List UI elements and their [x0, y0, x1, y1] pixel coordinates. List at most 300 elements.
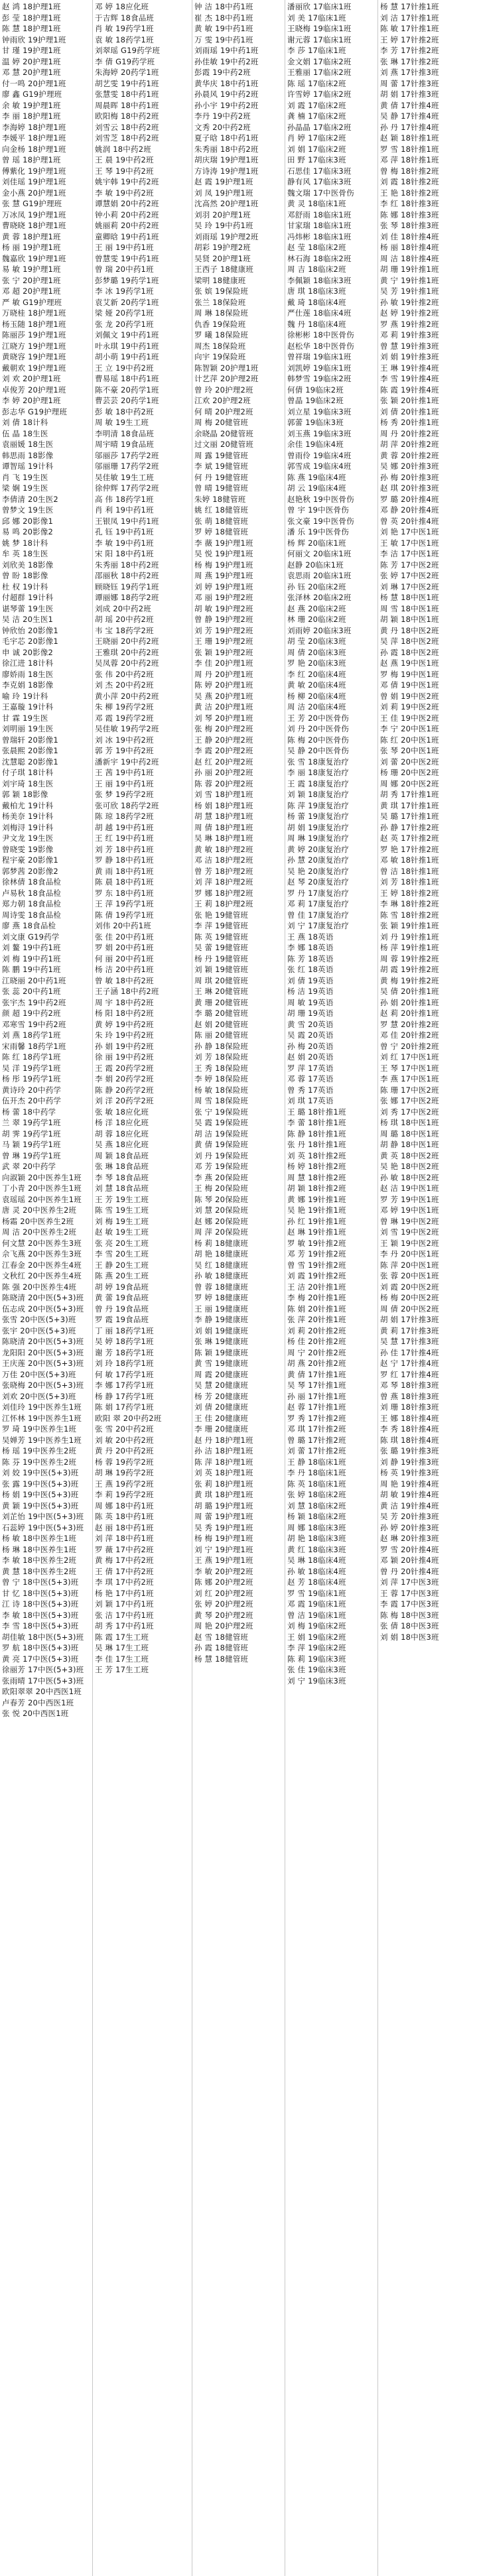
roster-entry: 胡 霁 19药学1班 [2, 1129, 61, 1138]
roster-entry: 周 璐 18中医1班 [380, 1129, 439, 1138]
roster-entry: 王嘉璇 19计科 [2, 702, 54, 711]
roster-entry: 杨 蓉 19药学2班 [95, 1457, 154, 1467]
roster-entry: 张 宁 20护理1班 [2, 275, 61, 285]
roster-entry: 刘立星 19临床3班 [287, 406, 352, 416]
roster-entry: 韦 宝 18药学2班 [95, 625, 154, 635]
roster-entry: 王 燕 19护理1班 [194, 1556, 253, 1565]
roster-entry: 陈晓清 20中医(5+3)班 [2, 1293, 84, 1302]
roster-entry: 黄 莉 17针推3班 [380, 1325, 439, 1335]
roster-entry: 张 璐 19针推3班 [380, 1446, 439, 1455]
roster-entry: 卢春芳 20中西医1班 [2, 1697, 74, 1707]
roster-entry: 杨 慧 18中医1班 [380, 593, 439, 602]
roster-entry: 李 梅 20针推1班 [287, 1293, 346, 1302]
roster-entry: 孙 红 19针推1班 [287, 1216, 346, 1226]
roster-entry: 黄 敏 19中药1班 [194, 24, 253, 33]
roster-entry: 刘梅浔 19计科 [2, 822, 54, 832]
roster-entry: 邓 佳 20针推2班 [380, 1030, 439, 1040]
roster-entry: 王 秀 18保险班 [194, 1063, 249, 1073]
roster-entry: 张 梅 20护理2班 [194, 724, 253, 733]
roster-entry: 郭梦茜 20影像2 [2, 866, 58, 876]
roster-entry: 张兰 18保险班 [194, 297, 246, 307]
roster-entry: 黄 雪 19健康班 [194, 1359, 249, 1368]
roster-entry: 叶永琪 19中药1班 [95, 341, 159, 351]
roster-entry: 刘 婷 19护理1班 [194, 582, 253, 591]
roster-entry: 张 婷 18临床2班 [287, 1490, 346, 1499]
roster-entry: 刘 洋 20药学2班 [95, 1096, 154, 1105]
roster-entry: 潘 乐 19中医骨伤 [287, 527, 349, 536]
roster-entry: 杜 权 19计科 [2, 582, 48, 591]
roster-entry: 赵 琳 20针推3班 [380, 1534, 439, 1543]
roster-entry: 胡 秀 17针推1班 [380, 790, 439, 799]
roster-entry: 陈智颖 20护理1班 [194, 363, 259, 373]
roster-entry: 赵 蓉 17针推1班 [287, 1402, 346, 1412]
roster-entry: 吴 静 17针推4班 [380, 111, 439, 121]
roster-entry: 孙 霞 18中医2班 [380, 647, 439, 657]
roster-entry: 李 琪 17中药2班 [95, 1577, 154, 1587]
roster-entry: 孙 洁 18护理1班 [194, 1446, 253, 1455]
roster-entry: 曾雨伶 19临床4班 [287, 450, 352, 460]
roster-entry: 吴凤蓉 20中药2班 [95, 658, 159, 668]
roster-entry: 袁瑶瑶 20中医养生1班 [2, 1194, 82, 1204]
roster-entry: 胡 艳 18健康班 [194, 1249, 249, 1258]
roster-entry: 周 蕾 19护理1班 [194, 1512, 253, 1521]
roster-entry: 张 雪 18康复治疗 [287, 757, 349, 767]
roster-entry: 吴 燕 18应化班 [95, 1140, 149, 1149]
roster-entry: 胡 娟 19康复治疗 [287, 822, 349, 832]
roster-entry: 李 娜 17药学1班 [95, 1380, 154, 1390]
roster-entry: 刘 芳 18保险班 [194, 1052, 249, 1062]
roster-entry: 戴 琦 18临床4班 [287, 297, 346, 307]
roster-entry: 孙 丽 20护理2班 [194, 768, 253, 777]
roster-entry: 黄 亮 17中医(5+3)班 [2, 1654, 79, 1664]
roster-entry: 陈 丽 20健管班 [194, 1030, 249, 1040]
roster-entry: 罗 东 18中药1班 [95, 888, 154, 898]
roster-entry: 邓 婷 19中医1班 [380, 1205, 439, 1215]
roster-entry: 李 雪 18中医(5+3)班 [2, 1621, 79, 1630]
roster-entry: 刘 英 18针推2班 [287, 1150, 346, 1160]
roster-entry: 杨 丹 19健管班 [194, 953, 249, 963]
roster-entry: 万晓桂 18护理1班 [2, 308, 66, 318]
roster-entry: 张 敏 18应化班 [95, 1107, 149, 1117]
roster-entry: 万 雯 19中药1班 [194, 34, 253, 44]
roster-entry: 潘新宇 19中药2班 [95, 757, 159, 767]
roster-entry: 刘 慧 18食品班 [95, 1184, 149, 1193]
roster-entry: 曾 盼 18影像 [2, 571, 48, 580]
roster-entry: 李 燕 20保险班 [194, 1172, 249, 1182]
roster-entry: 李 萍 19健管班 [194, 921, 249, 930]
roster-entry: 吴 娜 20针推3班 [380, 461, 439, 471]
roster-entry: 戴柏尤 19计科 [2, 800, 54, 810]
roster-entry: 赵 雪 18健管班 [194, 1632, 249, 1642]
roster-entry: 徐林倩 18食品检 [2, 877, 62, 887]
roster-entry: 姚丽莉 20中药2班 [95, 221, 159, 230]
roster-entry: 梁 娅 20药学1班 [95, 308, 154, 318]
roster-entry: 向宇 19保险班 [194, 352, 246, 361]
roster-entry: 陈 婷 20护理1班 [194, 680, 253, 690]
roster-entry: 李 敏 19中药1班 [95, 538, 154, 548]
roster-entry: 金小燕 20护理1班 [2, 188, 66, 198]
roster-entry: 吴 萍 18中医2班 [380, 637, 439, 646]
roster-entry: 李 敏 20护理2班 [194, 1566, 253, 1576]
roster-entry: 李倩清 20生医2 [2, 494, 58, 504]
roster-entry: 颜 超 19中药2班 [2, 1009, 61, 1018]
roster-entry: 吴 红 18健康班 [194, 1260, 249, 1270]
roster-entry: 吴 慧 17针推3班 [380, 1337, 439, 1346]
roster-entry: 王 霞 20药学2班 [95, 1063, 154, 1073]
roster-entry: 杨霜 20中医养生2班 [2, 1216, 74, 1226]
roster-entry: 周 慧 18针推2班 [287, 1172, 346, 1182]
roster-entry: 杨 敏 18保险班 [194, 1085, 249, 1095]
roster-entry: 李 佳 17生工班 [95, 1654, 149, 1664]
roster-entry: 严仕莲 18临床4班 [287, 308, 352, 318]
roster-entry: 黄 英 18中医2班 [380, 1150, 439, 1160]
roster-entry: 付超群 19计科 [2, 593, 54, 602]
roster-entry: 陈 雪 19生工班 [95, 1205, 149, 1215]
roster-entry: 张文豪 19中医骨伤 [287, 516, 354, 526]
roster-entry: 邵丽秋 18中药2班 [95, 571, 159, 580]
roster-entry: 罗 娟 20中药1班 [95, 943, 154, 952]
roster-entry: 吴 洋 19药学1班 [2, 1063, 61, 1073]
roster-entry: 张泽林 20临床2班 [287, 593, 352, 602]
roster-column-2 [93, 0, 192, 2576]
roster-entry: 吴 悦 19护理1班 [194, 549, 253, 558]
roster-entry: 吴 琳 17生工班 [95, 1643, 149, 1652]
roster-entry: 陈 娟 17药学1班 [95, 1402, 154, 1412]
roster-entry: 吴 璐 17针推1班 [380, 812, 439, 821]
roster-entry: 吴佳敏 19药学2班 [95, 724, 159, 733]
roster-entry: 李丹 19中药2班 [194, 111, 251, 121]
roster-entry: 王 茜 19中药1班 [95, 768, 154, 777]
roster-entry: 周 洁 20临床4班 [287, 702, 346, 711]
roster-entry: 张 萌 18健管班 [194, 516, 249, 526]
roster-entry: 刘 鳌 19中药1班 [2, 943, 61, 952]
roster-entry: 孙 敏 18中医2班 [380, 1172, 439, 1182]
roster-entry: 曾 丹 20针推4班 [380, 1566, 439, 1576]
roster-entry: 文秋红 20中医养生4班 [2, 1271, 82, 1280]
roster-entry: 周宇晴 19食品班 [95, 440, 155, 449]
roster-entry: 张 佳 20中药1班 [95, 932, 154, 942]
roster-entry: 张可欣 18药学2班 [95, 800, 159, 810]
roster-entry: 吴 洁 20生医1 [2, 615, 54, 624]
roster-entry: 吴 艳 19针推1班 [287, 1205, 346, 1215]
roster-entry: 张慧雯 18中药1班 [95, 90, 159, 99]
roster-entry: 李 琳 18针推2班 [380, 899, 439, 908]
roster-entry: 杨 丽 19护理1班 [2, 243, 61, 252]
roster-entry: 刘 凤 19护理1班 [194, 188, 253, 198]
roster-entry: 刘 蕾 17针推2班 [287, 1446, 346, 1455]
roster-entry: 徐彬彬 18中医骨伤 [287, 330, 354, 339]
roster-entry: 孙 丽 17针推1班 [287, 1391, 346, 1401]
roster-entry: 罗 慧 20针推2班 [380, 1019, 439, 1029]
roster-entry: 李 丹 20中医1班 [380, 1249, 439, 1258]
roster-entry: 罗 婷 18健康班 [194, 1293, 249, 1302]
roster-entry: 李 娜 18英语 [287, 943, 334, 952]
roster-entry: 丁小青 20中医养生1班 [2, 1184, 82, 1193]
roster-entry: 杨 芳 20健康班 [194, 1391, 249, 1401]
roster-entry: 黄华庆 18中药1班 [194, 78, 259, 88]
roster-entry: 陈 燕 19临床4班 [287, 472, 346, 482]
roster-entry: 孙晶晶 17临床2班 [287, 122, 352, 132]
roster-entry: 吴 慧 20健康班 [194, 1380, 249, 1390]
roster-entry: 邓舒雨 18临床1班 [287, 210, 352, 219]
roster-entry: 周 娜 20中医2班 [380, 778, 439, 788]
roster-entry: 张 梦 19药学2班 [95, 790, 154, 799]
roster-entry: 李 珊 20健康班 [194, 1424, 249, 1434]
roster-entry: 邓 丽 19护理2班 [194, 593, 253, 602]
roster-entry: 廖 燕 18食品检 [2, 921, 56, 930]
roster-entry: 周 蕾 17针推3班 [380, 78, 439, 88]
roster-entry: 李 燕 17中医1班 [380, 1074, 439, 1083]
roster-entry: 孙 梅 20英语 [287, 1041, 334, 1051]
roster-entry: 陈 红 18药学1班 [2, 1052, 61, 1062]
roster-entry: 周诗雯 18食品检 [2, 910, 62, 920]
roster-entry: 温 婷 20护理1班 [2, 56, 61, 66]
roster-entry: 周 雪 18保险班 [194, 1096, 249, 1105]
roster-entry: 刘 娟 19针推3班 [380, 352, 439, 361]
roster-entry: 胡 颖 18针推2班 [287, 1184, 346, 1193]
roster-entry: 何文慧 20中医养生3班 [2, 1238, 82, 1248]
roster-entry: 赵 燕 19中医1班 [380, 658, 439, 668]
roster-entry: 罗 艳 20临床3班 [287, 658, 346, 668]
roster-entry: 吴 静 20中医骨伤 [287, 746, 349, 755]
roster-entry: 刘 雪 18护理1班 [194, 790, 253, 799]
roster-entry: 王 佳 19中医2班 [380, 713, 439, 723]
roster-entry: 李 丹 18临床1班 [287, 1468, 346, 1477]
roster-entry: 陈 萍 20中医1班 [380, 1260, 439, 1270]
roster-entry: 周 颖 18食品班 [95, 1150, 149, 1160]
roster-entry: 王庆莲 20中医(5+3)班 [2, 1359, 84, 1368]
roster-entry: 夏子晗 18中药1班 [194, 133, 259, 143]
roster-entry: 张 琳 17针推2班 [380, 56, 439, 66]
roster-entry: 曾 瑞 20中药1班 [95, 265, 154, 274]
roster-entry: 胡小萌 19中药1班 [95, 352, 159, 361]
roster-entry: 刘 倩 18计科 [2, 418, 48, 427]
roster-entry: 刘明丽 19生医 [2, 724, 54, 733]
roster-entry: 李克娟 18影像 [2, 680, 54, 690]
roster-entry: 黄 珊 20健管班 [194, 997, 249, 1007]
roster-entry: 伍开杰 20中药学 [2, 1096, 62, 1105]
roster-entry: 田 野 17临床3班 [287, 155, 346, 164]
roster-entry: 周 倩 20临床3班 [287, 647, 346, 657]
roster-entry: 胡 云 19临床4班 [287, 483, 346, 493]
roster-entry: 江晓方 19护理1班 [2, 341, 66, 351]
roster-entry: 黄 颖 19中医(5+3)班 [2, 1501, 79, 1510]
roster-entry: 张 婷 20护理2班 [194, 1599, 253, 1609]
roster-entry: 黄 敏 20临床4班 [287, 680, 346, 690]
roster-entry: 吴 琳 18护理1班 [194, 833, 253, 843]
roster-entry: 谭智瑶 19计科 [2, 461, 54, 471]
roster-entry: 赵 霞 19护理1班 [194, 177, 253, 186]
roster-entry: 杨玉随 18护理1班 [2, 319, 66, 329]
roster-entry: 王 静 18临床1班 [287, 1457, 346, 1467]
roster-entry: 曾 宁 18中医(5+3)班 [2, 1577, 79, 1587]
roster-entry: 李 秀 18针推4班 [380, 1424, 439, 1434]
roster-entry: 郭 芳 19中药2班 [95, 746, 154, 755]
roster-entry: 韩梦雪 19临床2班 [287, 374, 352, 383]
roster-entry: 黄 倩 19保险班 [194, 1140, 249, 1149]
roster-entry: 过文丽 20健管班 [194, 440, 254, 449]
roster-entry: 万佳 20中医(5+3)班 [2, 1369, 76, 1379]
roster-entry: 刘 冰 19中药2班 [95, 735, 154, 745]
roster-entry: 罗 秀 17针推2班 [287, 1413, 346, 1423]
roster-entry: 罗 雪 20针推4班 [380, 1544, 439, 1554]
roster-entry: 吴 琴 17针推1班 [287, 1380, 346, 1390]
roster-entry: 刘佳玲 19中医养生1班 [2, 1402, 82, 1412]
roster-entry: 胡 燕 20针推2班 [287, 1359, 346, 1368]
roster-entry: 吴 蕾 19健管班 [194, 943, 249, 952]
roster-entry: 王 珊 19护理2班 [194, 637, 253, 646]
roster-entry: 刘 雪 19中医2班 [380, 1227, 439, 1237]
roster-entry: 孙小宇 19中药2班 [194, 100, 259, 110]
roster-entry: 王 立 19中药2班 [95, 363, 154, 373]
roster-entry: 刘欢 20中医(5+3)班 [2, 1391, 76, 1401]
roster-entry: 张 颖 20针推1班 [380, 396, 439, 405]
roster-entry: 陈 霞 19针推4班 [380, 385, 439, 395]
roster-entry: 刘伟 20中药1班 [95, 921, 151, 930]
roster-entry: 袁 敏 18药学1班 [95, 34, 154, 44]
roster-entry: 王晓丽 20中药2班 [95, 637, 159, 646]
roster-entry: 李媛平 18护理1班 [2, 133, 66, 143]
roster-entry: 曾 慧 19针推3班 [380, 341, 439, 351]
roster-entry: 刘 珊 18针推3班 [380, 1402, 439, 1412]
roster-entry: 张 颖 19护理2班 [194, 647, 253, 657]
roster-entry: 陈 慧 18护理1班 [2, 24, 61, 33]
roster-entry: 陈 英 19健管班 [194, 932, 249, 942]
roster-entry: 李 薇 19护理1班 [194, 538, 253, 548]
roster-entry: 陈 倩 19药学1班 [95, 910, 154, 920]
roster-entry: 杨 萍 19针推1班 [380, 943, 439, 952]
roster-entry: 王 莉 18护理2班 [194, 899, 253, 908]
roster-entry: 李 雪 19针推4班 [380, 374, 439, 383]
roster-entry: 袁思雨 20临床1班 [287, 571, 352, 580]
roster-entry: 许雪婷 17临床2班 [287, 90, 352, 99]
roster-entry: 赵 英 17针推2班 [380, 833, 439, 843]
roster-entry: 孙 静 18保险班 [194, 1041, 249, 1051]
roster-entry: 金文娟 17临床2班 [287, 56, 352, 66]
roster-entry: 杨 辉 20临床1班 [287, 538, 346, 548]
roster-entry: 余佳 19临床4班 [287, 440, 344, 449]
roster-entry: 王 婷 17针推2班 [380, 34, 439, 44]
roster-entry: 张 倩 18中医3班 [380, 1621, 439, 1630]
roster-entry: 李 斌 19健管班 [194, 461, 249, 471]
roster-entry: 徐江进 18计科 [2, 658, 54, 668]
roster-entry: 杨 佳 20针推2班 [287, 1337, 346, 1346]
roster-entry: 吴 霞 20英语 [287, 1030, 334, 1040]
roster-column-1 [0, 0, 93, 2576]
roster-entry: 李 静 19健康班 [194, 1315, 249, 1324]
roster-entry: 张 娜 17中医2班 [380, 1096, 439, 1105]
roster-entry: 牟 英 18生医 [2, 549, 48, 558]
roster-entry: 孙 婷 20针推3班 [380, 1522, 439, 1532]
roster-entry: 赵 婷 19针推2班 [380, 308, 439, 318]
roster-entry: 陈 萍 19康复治疗 [287, 800, 349, 810]
roster-entry: 朱秀丽 18中药2班 [194, 144, 259, 154]
roster-entry: 罗 萍 17英语 [287, 1063, 334, 1073]
roster-entry: 邓 蓉 17英语 [287, 1074, 334, 1083]
roster-entry: 孙 娟 19中药2班 [95, 1041, 154, 1051]
roster-entry: 胡 霞 19针推2班 [380, 965, 439, 974]
roster-entry: 尹文龙 19生医 [2, 833, 54, 843]
roster-entry: 周 洁 20中医养生2班 [2, 1227, 77, 1237]
roster-entry: 郭蕾 19临床3班 [287, 418, 344, 427]
roster-entry: 陈 芬 19中医养生2班 [2, 1457, 77, 1467]
roster-entry: 朱秀丽 18中药2班 [95, 560, 159, 570]
roster-entry: 邱 娜 20影像1 [2, 516, 54, 526]
roster-entry: 曾晓雯 19影像 [2, 844, 54, 854]
roster-entry: 罗 艳 17针推2班 [380, 844, 439, 854]
roster-entry: 王 静 20护理2班 [194, 735, 253, 745]
roster-entry: 李 洁 17中医1班 [380, 549, 439, 558]
roster-entry: 周 娜 18中药1班 [95, 1501, 154, 1510]
roster-entry: 计艺萍 20护理2班 [194, 374, 259, 383]
roster-entry: 向金杨 18护理1班 [2, 144, 66, 154]
roster-entry: 陈 颖 19健康班 [194, 1347, 249, 1357]
roster-entry: 陈 英 18中药1班 [95, 1512, 154, 1521]
roster-entry: 刘雨婷 20临床3班 [287, 625, 352, 635]
roster-entry: 王 敏 17中医1班 [380, 538, 439, 548]
roster-entry: 胡 敏 19针推4班 [380, 1490, 439, 1499]
roster-entry: 周杰 18保险班 [194, 341, 246, 351]
roster-entry: 江欢 20护理2班 [194, 396, 251, 405]
roster-entry: 王 娟 19临床2班 [287, 1632, 346, 1642]
roster-entry: 孙 静 17针推2班 [380, 822, 439, 832]
roster-entry: 唐 琪 18临床3班 [287, 286, 346, 296]
roster-entry: 刘 颖 19健管班 [194, 965, 249, 974]
roster-entry: 曾慧雯 19中药1班 [95, 253, 159, 263]
roster-entry: 于吉辉 18食品班 [95, 13, 155, 23]
roster-entry: 张 琴 20中医1班 [380, 746, 439, 755]
roster-entry: 曾 宇 19中医骨伤 [287, 505, 349, 515]
roster-entry: 周 霞 20健康班 [194, 1369, 249, 1379]
roster-entry: 潘丽欣 17临床1班 [287, 2, 352, 11]
roster-entry: 姚润 18中药2班 [95, 144, 151, 154]
roster-entry: 赵 娜 20保险班 [194, 1216, 249, 1226]
roster-entry: 赵松华 18中医骨伤 [287, 341, 354, 351]
roster-entry: 孙 敏 18临床4班 [287, 1566, 346, 1576]
roster-entry: 陈 萍 18护理1班 [194, 1457, 253, 1467]
roster-entry: 刘佳瑶 19护理1班 [2, 177, 66, 186]
roster-entry: 王 红 19中药1班 [95, 833, 154, 843]
roster-entry: 张 宁 19保险班 [194, 1107, 249, 1117]
roster-entry: 唐 灵 20中医养生2班 [2, 1205, 77, 1215]
roster-entry: 罗 琦 19中医养生1班 [2, 1424, 77, 1434]
roster-entry: 王 琳 20健管班 [194, 987, 249, 996]
roster-entry: 孔 钰 19中药1班 [95, 527, 154, 536]
roster-entry: 刘 宁 17康复治疗 [287, 921, 349, 930]
roster-entry: 童卿晗 19中药1班 [95, 231, 159, 241]
roster-entry: 刘佩文 19中药1班 [95, 330, 159, 339]
roster-entry: 王 琴 17中医1班 [380, 1063, 439, 1073]
roster-entry: 刘雪云 18中药2班 [95, 122, 159, 132]
roster-entry: 甘 瑾 19护理1班 [2, 46, 61, 55]
roster-entry: 江春金 20中医养生4班 [2, 1260, 82, 1270]
roster-entry: 曾 芳 18护理2班 [194, 866, 253, 876]
roster-entry: 王 琴 19中药2班 [95, 166, 154, 176]
roster-entry: 赵 红 20护理2班 [194, 757, 253, 767]
roster-entry: 张 丹 18针推1班 [287, 1140, 346, 1149]
roster-entry: 孙 慧 20康复治疗 [287, 855, 349, 865]
roster-entry: 罗 娜 18护理2班 [194, 888, 253, 898]
roster-entry: 张 伟 20中药2班 [95, 669, 154, 679]
roster-entry: 陈 琴 20保险班 [194, 1194, 249, 1204]
roster-entry: 张 龙 20药学1班 [95, 319, 154, 329]
roster-entry: 赵 丽 18中药1班 [95, 1522, 154, 1532]
roster-entry: 李佩颖 18临床3班 [287, 275, 352, 285]
roster-entry: 龚 楠 17临床2班 [287, 111, 346, 121]
roster-entry: 黄 倩 17针推4班 [380, 100, 439, 110]
roster-entry: 刘 慧 18临床2班 [287, 1501, 346, 1510]
roster-entry: 刘 琳 17中医2班 [380, 582, 439, 591]
